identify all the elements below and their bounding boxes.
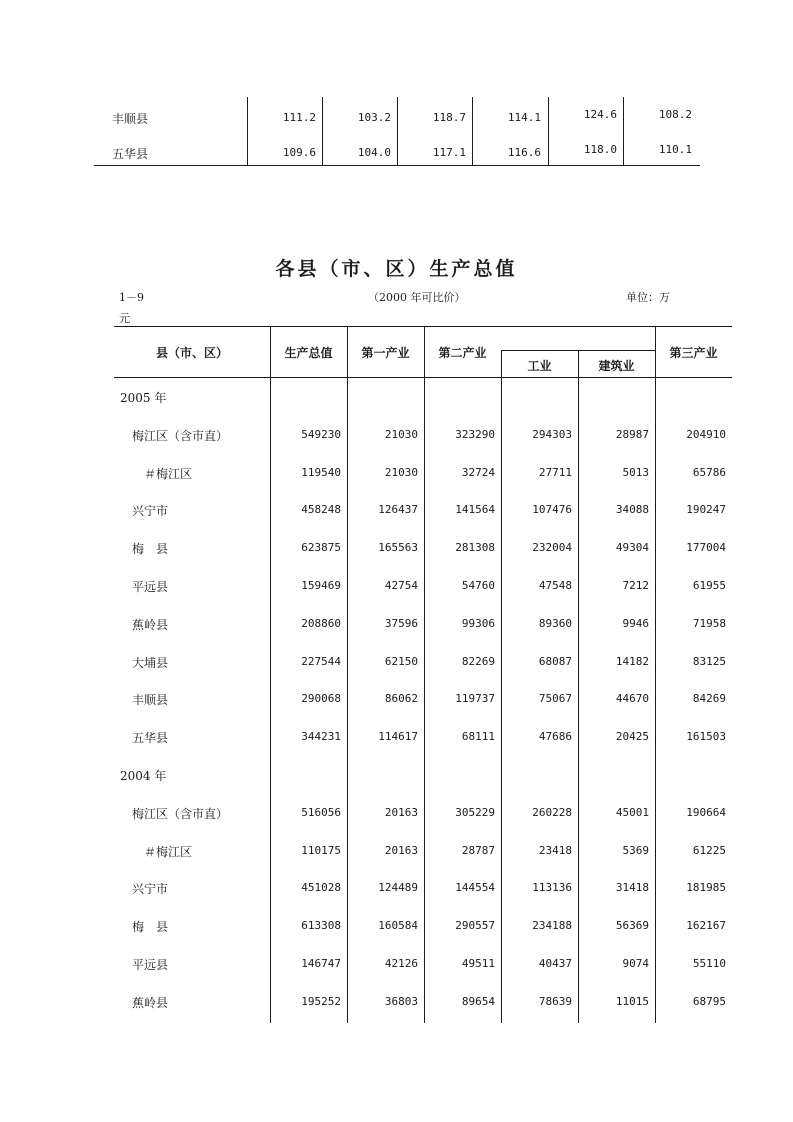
table-cell: 82269: [461, 655, 495, 668]
table-cell: 124489: [378, 881, 418, 894]
table-cell: 21030: [384, 466, 418, 479]
table-cell: 623875: [301, 541, 341, 554]
table-cell: 281308: [455, 541, 495, 554]
table-cell: 71958: [692, 617, 726, 630]
row-name: 平远县: [132, 580, 169, 594]
table-cell: 11015: [615, 995, 649, 1008]
row-name: 丰顺县: [132, 693, 169, 707]
table-cell: 126437: [378, 503, 418, 516]
table-cell: 232004: [532, 541, 572, 554]
table-cell: 305229: [455, 806, 495, 819]
table-cell: 31418: [615, 881, 649, 894]
table-cell: 549230: [301, 428, 341, 441]
top-cell: 116.6: [507, 146, 541, 159]
table-cell: 165563: [378, 541, 418, 554]
table-cell: 9946: [622, 617, 649, 630]
table-cell: 451028: [301, 881, 341, 894]
table-cell: 23418: [538, 844, 572, 857]
top-cell: 108.2: [658, 108, 692, 121]
row-name: 蕉岭县: [132, 618, 169, 632]
table-cell: 47548: [538, 579, 572, 592]
table-cell: 61225: [692, 844, 726, 857]
table-cell: 516056: [301, 806, 341, 819]
table-cell: 234188: [532, 919, 572, 932]
table-cell: 146747: [301, 957, 341, 970]
table-cell: 55110: [692, 957, 726, 970]
top-cell: 114.1: [507, 111, 541, 124]
table-cell: 160584: [378, 919, 418, 932]
table-cell: 49304: [615, 541, 649, 554]
row-name: 兴宁市: [132, 882, 169, 896]
top-cell: 118.0: [583, 143, 617, 156]
row-name: 平远县: [132, 958, 169, 972]
row-name: 梅江区（含市直）: [132, 429, 229, 443]
table-cell: 107476: [532, 503, 572, 516]
table-cell: 65786: [692, 466, 726, 479]
table-cell: 190664: [686, 806, 726, 819]
table-cell: 54760: [461, 579, 495, 592]
table-cell: 78639: [538, 995, 572, 1008]
table-cell: 32724: [461, 466, 495, 479]
table-cell: 20163: [384, 844, 418, 857]
table-cell: 89654: [461, 995, 495, 1008]
table-cell: 161503: [686, 730, 726, 743]
table-cell: 613308: [301, 919, 341, 932]
unit-label: 单位：万: [626, 291, 670, 304]
table-cell: 99306: [461, 617, 495, 630]
table-cell: 75067: [538, 692, 572, 705]
table-cell: 34088: [615, 503, 649, 516]
table-cell: 49511: [461, 957, 495, 970]
table-cell: 141564: [455, 503, 495, 516]
table-cell: 144554: [455, 881, 495, 894]
table-cell: 20163: [384, 806, 418, 819]
table-cell: 119540: [301, 466, 341, 479]
row-name: 蕉岭县: [132, 996, 169, 1010]
row-name: 梅 县: [132, 542, 169, 556]
table-cell: 195252: [301, 995, 341, 1008]
header-county: 县（市、区）: [155, 346, 228, 360]
unit-label-continued: 元: [119, 312, 130, 325]
table-cell: 323290: [455, 428, 495, 441]
table-cell: 28987: [615, 428, 649, 441]
table-cell: 190247: [686, 503, 726, 516]
top-cell: 111.2: [282, 111, 316, 124]
table-cell: 290557: [455, 919, 495, 932]
row-name: ＃梅江区: [144, 467, 193, 481]
table-cell: 458248: [301, 503, 341, 516]
table-cell: 344231: [301, 730, 341, 743]
table-cell: 181985: [686, 881, 726, 894]
top-row-name: 五华县: [112, 147, 149, 161]
table-cell: 68795: [692, 995, 726, 1008]
table-cell: 68087: [538, 655, 572, 668]
table-cell: 83125: [692, 655, 726, 668]
table-cell: 56369: [615, 919, 649, 932]
top-cell: 103.2: [357, 111, 391, 124]
table-cell: 37596: [384, 617, 418, 630]
table-cell: 113136: [532, 881, 572, 894]
header-gdp: 生产总值: [284, 346, 333, 360]
top-cell: 117.1: [432, 146, 466, 159]
header-secondary: 第二产业: [438, 346, 487, 360]
year-label: 2005 年: [120, 391, 167, 405]
table-cell: 28787: [461, 844, 495, 857]
price-note: （2000 年可比价）: [368, 291, 466, 304]
header-tertiary: 第三产业: [669, 346, 718, 360]
table-cell: 260228: [532, 806, 572, 819]
year-label: 2004 年: [120, 769, 167, 783]
header-primary: 第一产业: [361, 346, 410, 360]
page-title: 各县（市、区）生产总值: [275, 258, 518, 280]
top-cell: 109.6: [282, 146, 316, 159]
table-cell: 162167: [686, 919, 726, 932]
table-cell: 21030: [384, 428, 418, 441]
table-cell: 47686: [538, 730, 572, 743]
table-cell: 89360: [538, 617, 572, 630]
row-name: 五华县: [132, 731, 169, 745]
top-cell: 124.6: [583, 108, 617, 121]
table-cell: 36803: [384, 995, 418, 1008]
table-cell: 9074: [622, 957, 649, 970]
table-cell: 20425: [615, 730, 649, 743]
table-cell: 5013: [622, 466, 649, 479]
top-cell: 104.0: [357, 146, 391, 159]
table-cell: 40437: [538, 957, 572, 970]
table-cell: 62150: [384, 655, 418, 668]
table-cell: 290068: [301, 692, 341, 705]
table-cell: 61955: [692, 579, 726, 592]
table-cell: 114617: [378, 730, 418, 743]
table-cell: 110175: [301, 844, 341, 857]
row-name: 大埔县: [132, 656, 169, 670]
table-cell: 86062: [384, 692, 418, 705]
table-cell: 68111: [461, 730, 495, 743]
table-cell: 84269: [692, 692, 726, 705]
table-cell: 27711: [538, 466, 572, 479]
table-cell: 42126: [384, 957, 418, 970]
table-number: 1－9: [119, 291, 144, 304]
row-name: 兴宁市: [132, 504, 169, 518]
header-construction: 建筑业: [598, 359, 635, 373]
row-name: ＃梅江区: [144, 845, 193, 859]
table-cell: 5369: [622, 844, 649, 857]
table-cell: 208860: [301, 617, 341, 630]
table-cell: 159469: [301, 579, 341, 592]
table-cell: 294303: [532, 428, 572, 441]
table-cell: 227544: [301, 655, 341, 668]
top-cell: 118.7: [432, 111, 466, 124]
table-cell: 7212: [622, 579, 649, 592]
header-industry: 工业: [527, 359, 552, 373]
row-name: 梅 县: [132, 920, 169, 934]
table-cell: 119737: [455, 692, 495, 705]
table-cell: 204910: [686, 428, 726, 441]
top-row-name: 丰顺县: [112, 112, 149, 126]
table-cell: 14182: [615, 655, 649, 668]
table-cell: 177004: [686, 541, 726, 554]
table-cell: 42754: [384, 579, 418, 592]
top-cell: 110.1: [658, 143, 692, 156]
row-name: 梅江区（含市直）: [132, 807, 229, 821]
table-cell: 45001: [615, 806, 649, 819]
table-cell: 44670: [615, 692, 649, 705]
